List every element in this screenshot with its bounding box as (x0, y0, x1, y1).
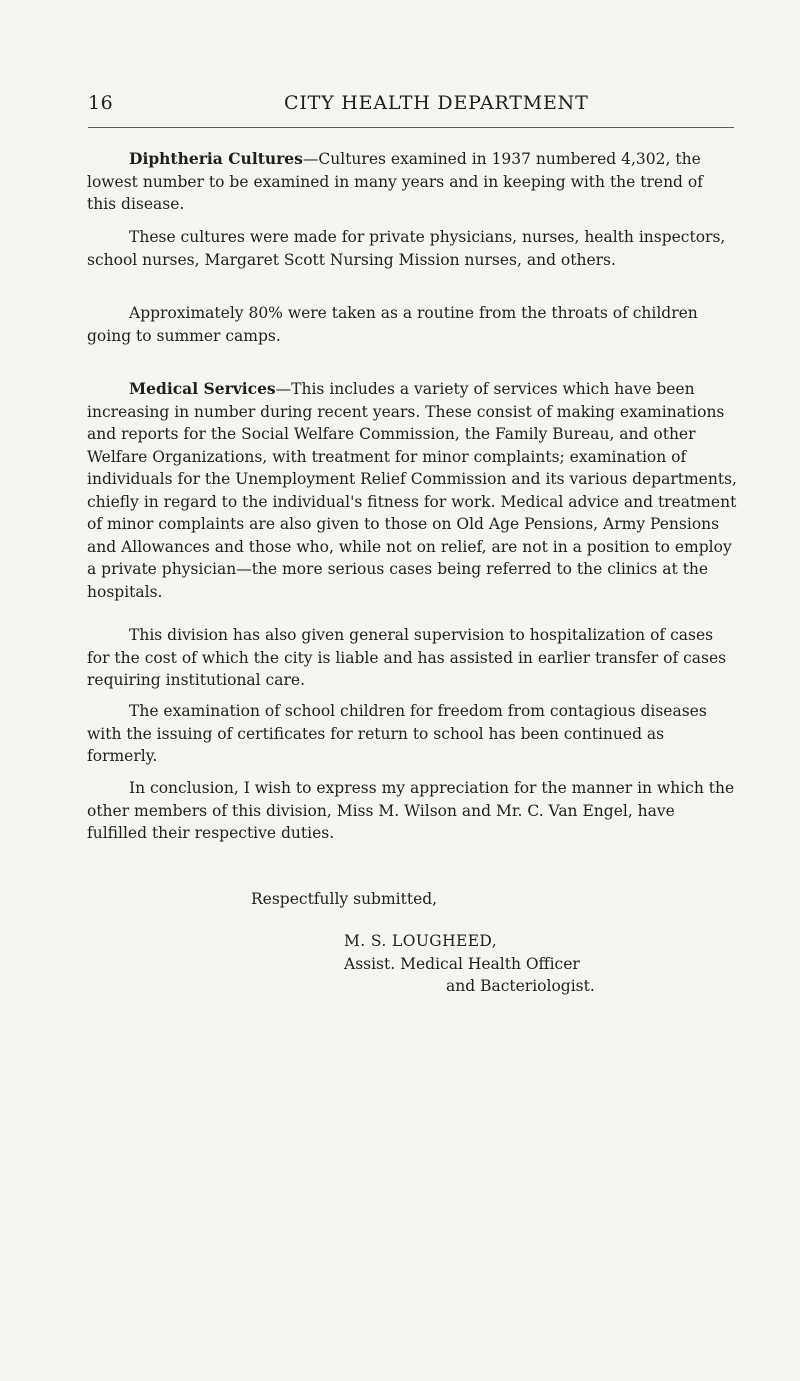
header-rule (88, 127, 734, 128)
paragraph-text: —This includes a variety of services which have been increasing in number during recent years. These consist of making examinations and reports for the Social Welfare Commission, the Family Bureau, and other Welfare Organizations, with treatment for minor complaints; examination of individuals for the Unemployment Relief Commission and its various departments, chiefly in regard to the individual's fitness for work. Medical advice and treatment of minor complaints are also given to those on Old Age Pensions, Army Pensions and Allowances and those who, while not on relief, are not in a position to employ a private physician—the more serious cases being referred to the clinics at the hospitals. (87, 380, 737, 601)
paragraph-cultures-made-for: These cultures were made for private physicians, nurses, health inspectors, school nurses, Margaret Scott Nursing Mission nurses, and others. (87, 228, 726, 269)
paragraph-school-children: The examination of school children for freedom from contagious diseases with the issuing of certificates for return to school has been continued as formerly. (87, 702, 707, 765)
signatory-title-line-2: and Bacteriologist. (446, 977, 595, 995)
running-title: CITY HEALTH DEPARTMENT (284, 92, 589, 114)
paragraph-medical-services (87, 378, 737, 603)
paragraph-text: —Cultures examined in 1937 numbered 4,302, the lowest number to be examined in many years and in keeping with the trend of this disease. (87, 150, 703, 213)
signatory-name: M. S. LOUGHEED, (344, 932, 498, 950)
page-number: 16 (88, 92, 114, 114)
section-heading-diphtheria-cultures: Diphtheria Cultures (129, 149, 303, 168)
paragraph-summer-camps: Approximately 80% were taken as a routine from the throats of children going to summer camps. (87, 304, 698, 345)
paragraph-conclusion: In conclusion, I wish to express my appreciation for the manner in which the other members of this division, Miss M. Wilson and Mr. C. Van Engel, have fulfilled their respective duties. (87, 779, 735, 842)
signatory-title-line-1: Assist. Medical Health Officer (344, 955, 580, 973)
valediction: Respectfully submitted, (251, 890, 438, 908)
page-header (88, 92, 734, 126)
section-heading-medical-services: Medical Services (129, 379, 276, 398)
paragraph-diphtheria-cultures (87, 148, 737, 216)
paragraph-hospitalization: This division has also given general supervision to hospitalization of cases for the cost of which the city is liable and has assisted in earlier transfer of cases requiring institutional care. (87, 626, 727, 689)
